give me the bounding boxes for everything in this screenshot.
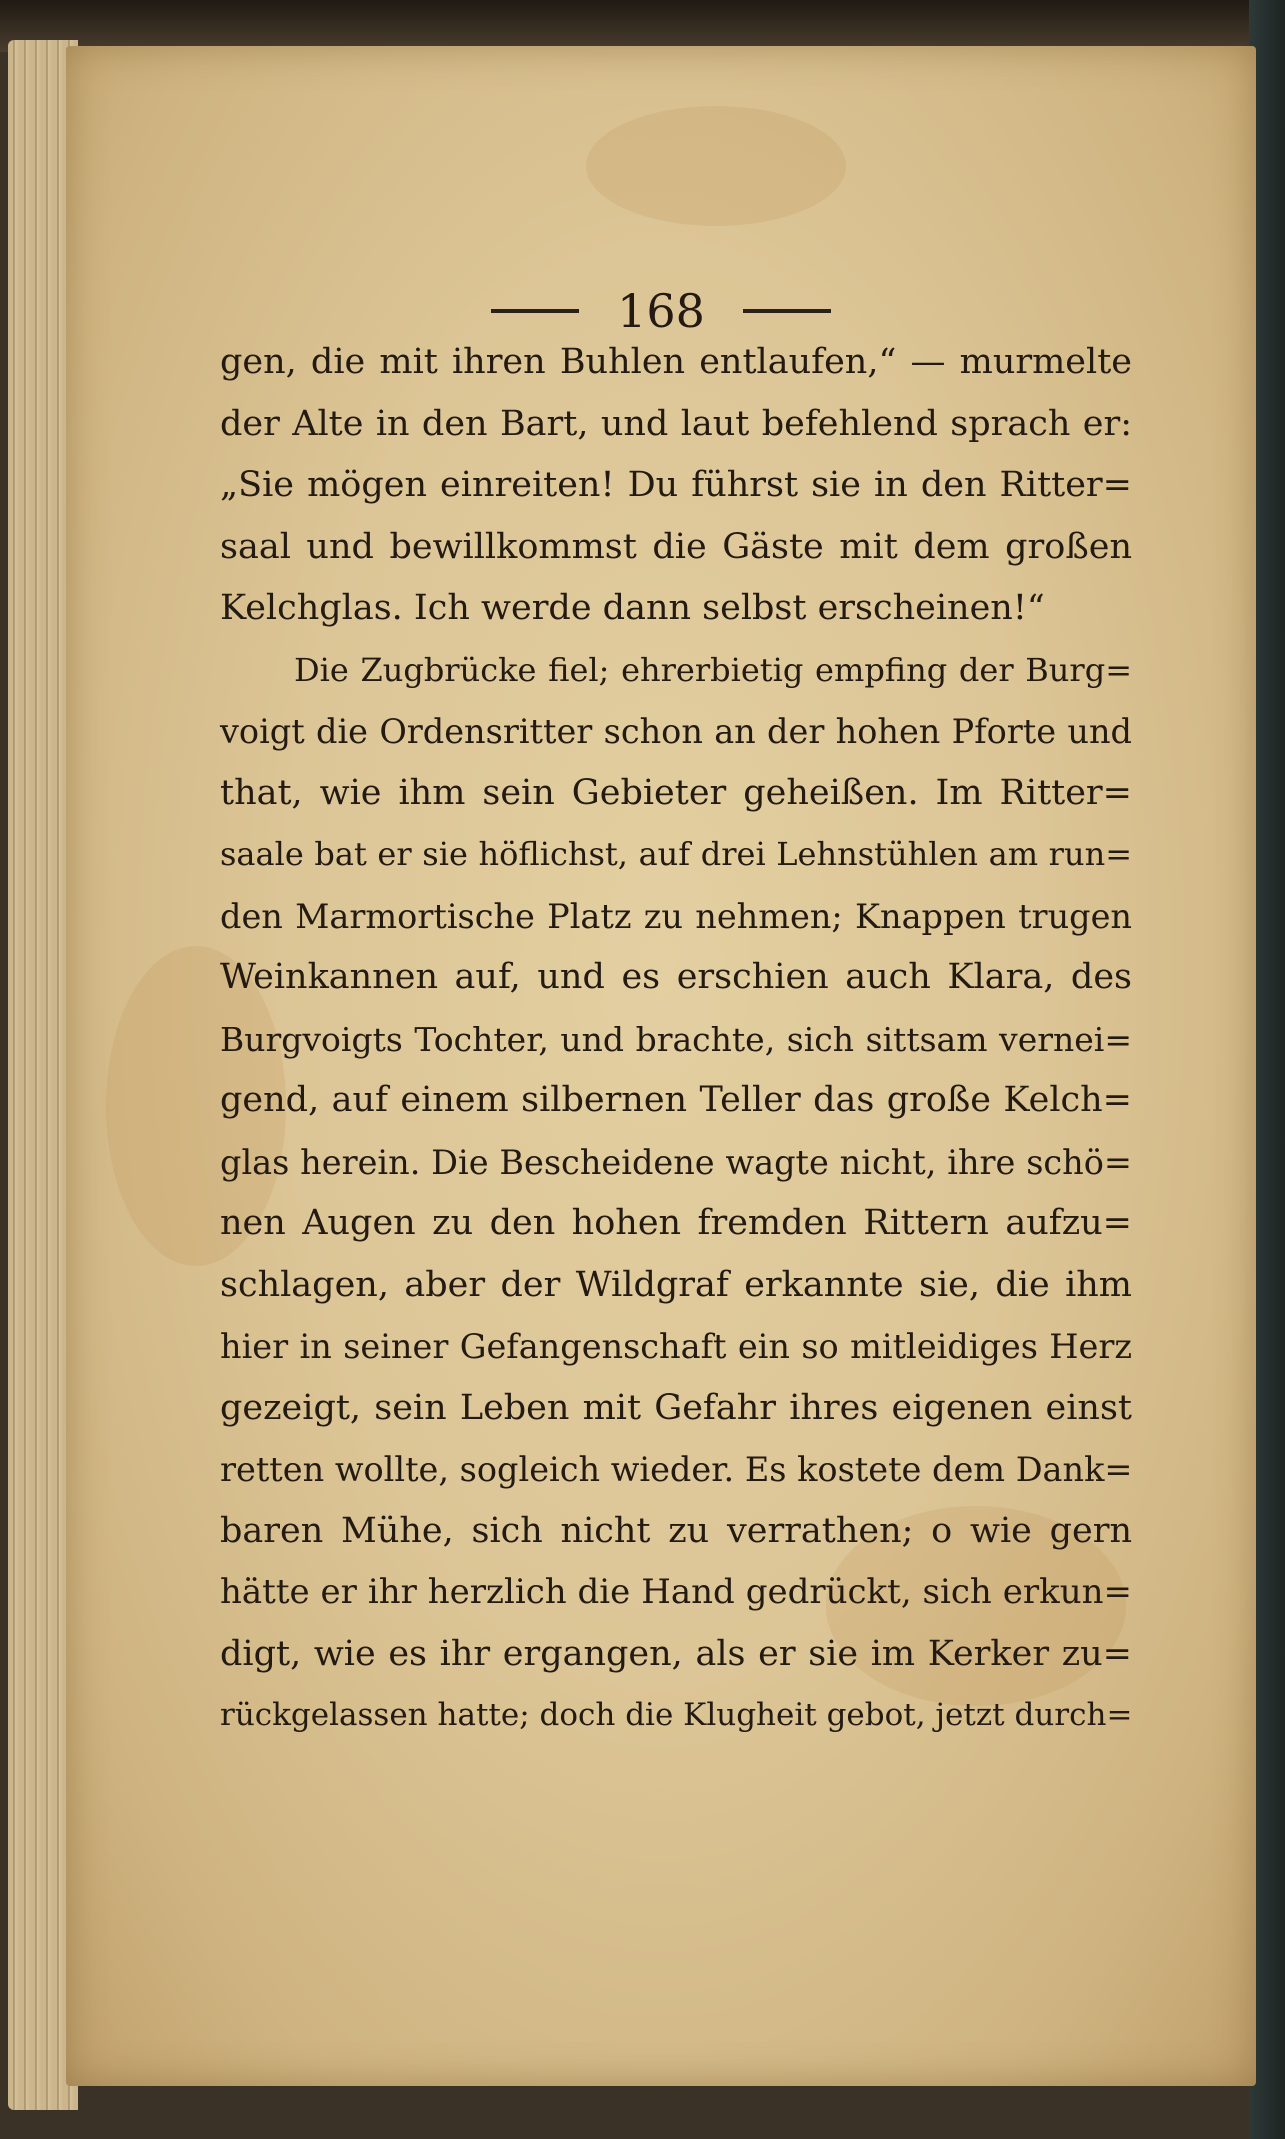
text-line: Burgvoigts Tochter, und brachte, sich sittsam vernei= — [220, 1019, 1132, 1059]
header-dash-right — [743, 309, 831, 313]
text-line: nen Augen zu den hohen fremden Rittern aufzu= — [220, 1203, 1132, 1243]
page-number: 168 — [617, 284, 705, 338]
text-line: retten wollte, sogleich wieder. Es kostete dem Dank= — [220, 1450, 1133, 1489]
body-text — [220, 332, 1132, 1747]
text-line: rückgelassen hatte; doch die Klugheit gebot, jetzt durch= — [220, 1697, 1133, 1733]
text-line: saal und bewillkommst die Gäste mit dem großen — [220, 526, 1132, 567]
text-line: der Alte in den Bart, und laut befehlend sprach er: — [220, 403, 1132, 444]
text-line: Weinkannen auf, und es erschien auch Klara, des — [220, 957, 1132, 997]
text-line: gezeigt, sein Leben mit Gefahr ihres eigenen einst — [220, 1387, 1132, 1428]
text-line: gend, auf einem silbernen Teller das große Kelch= — [220, 1080, 1132, 1120]
text-line: gen, die mit ihren Buhlen entlaufen,“ — murmelte — [220, 342, 1132, 382]
text-line: hier in seiner Gefangenschaft ein so mitleidiges Herz — [220, 1327, 1132, 1366]
text-line: hätte er ihr herzlich die Hand gedrückt, sich erkun= — [220, 1572, 1132, 1612]
text-line: Kelchglas. Ich werde dann selbst erscheinen!“ — [220, 588, 1045, 628]
scan-background-top — [0, 0, 1285, 52]
text-line: schlagen, aber der Wildgraf erkannte sie, die ihm — [220, 1264, 1132, 1305]
text-line: voigt die Ordensritter schon an der hohen Pforte und — [220, 712, 1132, 751]
text-line: baren Mühe, sich nicht zu verrathen; o wie gern — [220, 1510, 1132, 1551]
text-line: den Marmortische Platz zu nehmen; Knappen trugen — [220, 896, 1132, 936]
header-dash-left — [491, 309, 579, 313]
text-line: that, wie ihm sein Gebieter geheißen. Im Ritter= — [220, 772, 1132, 813]
text-line: saale bat er sie höflichst, auf drei Lehnstühlen am run= — [220, 835, 1132, 873]
text-line: „Sie mögen einreiten! Du führst sie in den Ritter= — [220, 465, 1132, 505]
text-line: Die Zugbrücke fiel; ehrerbietig empfing der Burg= — [294, 650, 1132, 689]
text-line: glas herein. Die Bescheidene wagte nicht, ihre schö= — [220, 1142, 1132, 1182]
text-line: digt, wie es ihr ergangen, als er sie im Kerker zu= — [220, 1633, 1132, 1674]
paper-stain — [586, 106, 846, 226]
